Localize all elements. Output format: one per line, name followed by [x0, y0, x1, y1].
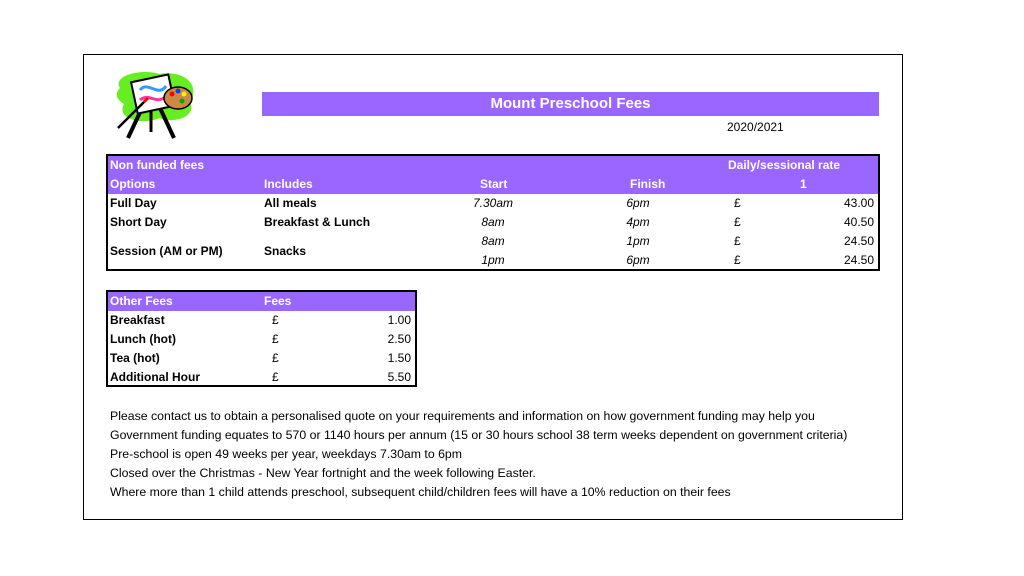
- amount-cell: 43.00: [843, 196, 874, 210]
- currency-cell: £: [272, 351, 279, 365]
- finish-header: Finish: [630, 177, 666, 191]
- non-funded-fees-label: Non funded fees: [110, 158, 205, 172]
- daily-rate-label: Daily/sessional rate: [728, 158, 841, 172]
- includes-cell: Snacks: [264, 244, 307, 258]
- table-header-row: [108, 292, 415, 311]
- start-cell: 8am: [481, 234, 505, 248]
- other-fees-table: [106, 290, 417, 387]
- currency-cell: £: [272, 370, 279, 384]
- year-label: 2020/2021: [727, 120, 784, 134]
- amount-cell: 1.00: [387, 313, 411, 327]
- amount-cell: 24.50: [843, 253, 874, 267]
- finish-cell: 4pm: [626, 215, 650, 229]
- table-header-row: [108, 175, 878, 194]
- note-line: Government funding equates to 570 or 1140 hours per annum (15 or 30 hours school 38 term weeks dependent on government criteria): [110, 428, 848, 442]
- start-cell: 8am: [481, 215, 505, 229]
- start-header: Start: [480, 177, 508, 191]
- includes-header: Includes: [264, 177, 313, 191]
- rate-col-header: 1: [800, 177, 807, 191]
- includes-cell: Breakfast & Lunch: [264, 215, 371, 229]
- options-header: Options: [110, 177, 156, 191]
- includes-cell: All meals: [264, 196, 317, 210]
- note-line: Pre-school is open 49 weeks per year, weekdays 7.30am to 6pm: [110, 447, 463, 461]
- table-row: [108, 213, 878, 232]
- currency-cell: £: [272, 313, 279, 327]
- amount-cell: 24.50: [843, 234, 874, 248]
- fees-header: Fees: [264, 294, 292, 308]
- currency-cell: £: [734, 253, 741, 267]
- start-cell: 1pm: [481, 253, 505, 267]
- table-row: [108, 368, 415, 387]
- note-line: Closed over the Christmas - New Year fortnight and the week following Easter.: [110, 466, 536, 480]
- option-cell: Session (AM or PM): [110, 244, 223, 258]
- currency-cell: £: [734, 196, 741, 210]
- item-cell: Tea (hot): [110, 351, 160, 365]
- table-row: [108, 311, 415, 330]
- start-cell: 7.30am: [472, 196, 514, 210]
- table-row: [108, 349, 415, 368]
- amount-cell: 40.50: [843, 215, 874, 229]
- table-row: [108, 330, 415, 349]
- notes-section: [110, 407, 847, 502]
- finish-cell: 6pm: [626, 196, 650, 210]
- table-header-row: [108, 156, 878, 175]
- currency-cell: £: [734, 215, 741, 229]
- item-cell: Additional Hour: [110, 370, 200, 384]
- amount-cell: 5.50: [387, 370, 411, 384]
- item-cell: Lunch (hot): [110, 332, 176, 346]
- note-line: Please contact us to obtain a personalised quote on your requirements and information on how government funding may help you: [110, 409, 815, 423]
- painting-easel-icon: [110, 68, 202, 140]
- note-line: Where more than 1 child attends preschool, subsequent child/children fees will have a 10% reduction on their fees: [110, 485, 731, 499]
- item-cell: Breakfast: [110, 313, 165, 327]
- finish-cell: 6pm: [626, 253, 650, 267]
- table-row: [108, 194, 878, 213]
- page-title: Mount Preschool Fees: [262, 92, 879, 116]
- currency-cell: £: [734, 234, 741, 248]
- table-row: [108, 232, 878, 270]
- amount-cell: 2.50: [387, 332, 411, 346]
- other-fees-label: Other Fees: [110, 294, 173, 308]
- option-cell: Full Day: [110, 196, 157, 210]
- option-cell: Short Day: [110, 215, 167, 229]
- finish-cell: 1pm: [626, 234, 650, 248]
- amount-cell: 1.50: [387, 351, 411, 365]
- currency-cell: £: [272, 332, 279, 346]
- non-funded-fees-table: [106, 154, 880, 271]
